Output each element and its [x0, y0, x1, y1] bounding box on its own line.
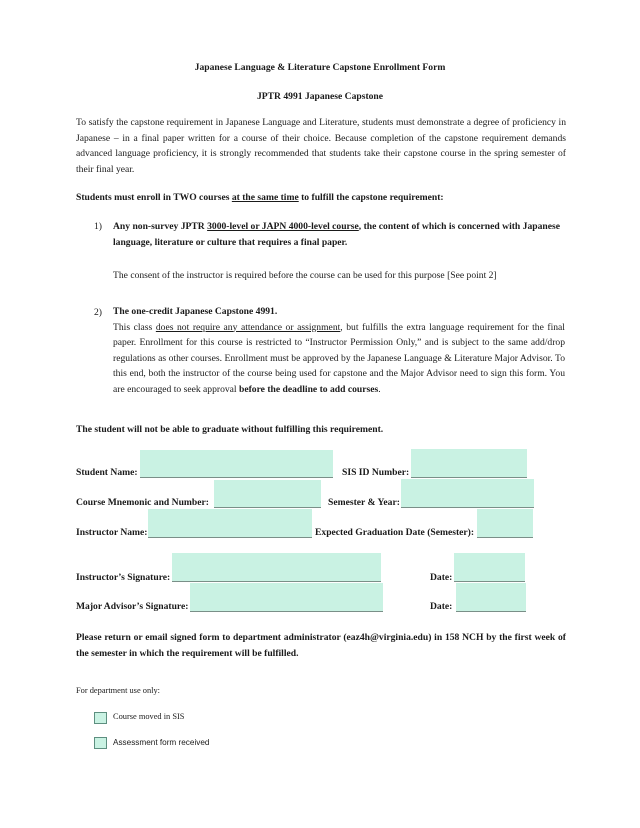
- form-title: Japanese Language & Literature Capstone Enrollment Form: [194, 62, 446, 73]
- instructor-signature-field[interactable]: [172, 553, 381, 582]
- course-mnemonic-label: Course Mnemonic and Number:: [76, 497, 209, 508]
- item1-part2: , the content of which is concerned with Japanese language, literature or culture that requires a final paper.: [113, 221, 560, 248]
- advisor-signature-field[interactable]: [190, 583, 383, 612]
- item2-text3: .: [378, 383, 381, 395]
- student-name-label: Student Name:: [76, 467, 138, 478]
- date1-label: Date:: [430, 572, 453, 583]
- course-mnemonic-field[interactable]: [214, 480, 321, 508]
- item2-heading: The one-credit Japanese Capstone 4991.: [113, 306, 278, 317]
- item2-bold: before the deadline to add courses: [239, 383, 379, 395]
- enroll-underlined: at the same time: [231, 192, 299, 203]
- item2-text: [113, 304, 565, 397]
- return-note: Please return or email signed form to department administrator (eaz4h@virginia.edu) in 158 NCH by the first week of the semester in which the requirement will be fulfilled.: [76, 632, 566, 659]
- item2-number: 2): [94, 307, 102, 318]
- instructor-name-field[interactable]: [148, 509, 312, 538]
- graduate-note: The student will not be able to graduate without fulfilling this requirement.: [76, 424, 384, 435]
- instructor-signature-label: Instructor’s Signature:: [76, 572, 171, 583]
- intro-paragraph: To satisfy the capstone requirement in Japanese Language and Literature, students must demonstrate a degree of proficiency in Japanese – in a final paper written for a course of their choice. Because completion of the capstone requirement demands advanced language proficiency, it is strongly recommended that students take their capstone course in the spring semester of their final year.: [76, 117, 566, 175]
- date2-field[interactable]: [456, 583, 526, 612]
- sis-id-label: SIS ID Number:: [342, 467, 410, 478]
- date1-field[interactable]: [454, 553, 525, 582]
- advisor-signature-label: Major Advisor’s Signature:: [76, 601, 189, 612]
- form-subtitle: JPTR 4991 Japanese Capstone: [256, 91, 384, 102]
- item2-text2: , but fulfills the extra language requirement for the final paper. Enrollment for this course is restricted to “Instructor Permission Only,” and is subject to the same add/drop regulations as other courses. Enrollment must be approved by the Japanese Language & Literature Major Advisor. To this end, both the instructor of the course being used for capstone and the Major Advisor need to sign this form. You are encouraged to seek approval: [113, 321, 565, 395]
- item2-underlined: does not require any attendance or assignment: [155, 321, 341, 333]
- semester-year-field[interactable]: [401, 479, 534, 508]
- sis-id-field[interactable]: [411, 449, 527, 478]
- instructor-name-label: Instructor Name:: [76, 527, 148, 538]
- course-moved-label: Course moved in SIS: [113, 712, 185, 721]
- expected-graduation-label: Expected Graduation Date (Semester):: [315, 527, 475, 538]
- assessment-received-label: Assessment form received: [113, 738, 210, 747]
- course-moved-checkbox[interactable]: [94, 712, 107, 724]
- student-name-field[interactable]: [140, 450, 333, 478]
- enroll-prefix: Students must enroll in TWO courses: [76, 192, 232, 203]
- dept-use-label: For department use only:: [76, 686, 160, 695]
- enroll-instruction: [76, 190, 566, 206]
- item1-number: 1): [94, 221, 102, 232]
- assessment-received-checkbox[interactable]: [94, 737, 107, 749]
- item1-consent: The consent of the instructor is required before the course can be used for this purpose [See point 2]: [113, 270, 497, 281]
- semester-year-label: Semester & Year:: [328, 497, 400, 508]
- item1-part1: Any non-survey JPTR: [113, 221, 208, 232]
- item1-underlined: 3000-level or JAPN 4000-level course: [207, 221, 359, 232]
- item2-text1: This class: [113, 321, 156, 333]
- item1-text: [113, 219, 565, 250]
- enroll-suffix: to fulfill the capstone requirement:: [298, 192, 444, 203]
- date2-label: Date:: [430, 601, 453, 612]
- expected-graduation-field[interactable]: [477, 509, 533, 538]
